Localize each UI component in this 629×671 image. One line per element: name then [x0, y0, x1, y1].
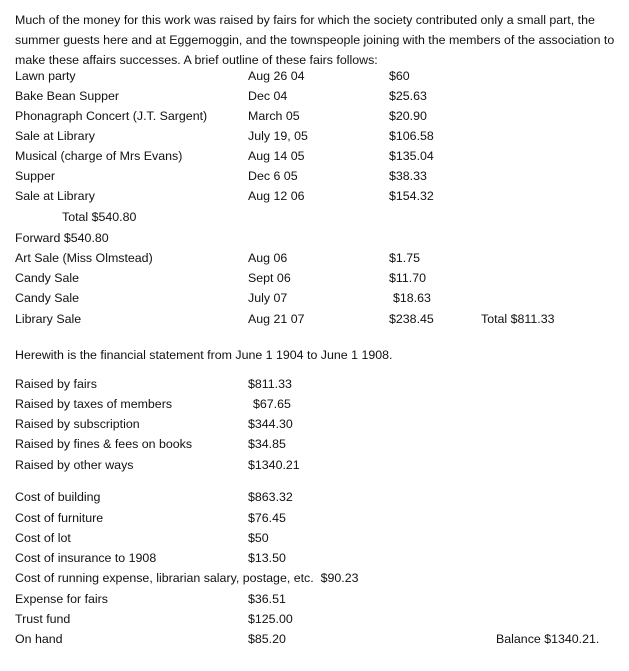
expense-label: Trust fund — [15, 612, 71, 626]
fair-amount: $238.45 — [389, 312, 434, 326]
income-amount: $344.30 — [248, 417, 293, 431]
fair-date: Aug 06 — [248, 251, 288, 265]
expense-amount: $125.00 — [248, 612, 293, 626]
income-label: Raised by subscription — [15, 417, 140, 431]
fair-amount: $135.04 — [389, 149, 434, 163]
fair-amount: $11.70 — [389, 271, 426, 285]
fair-date: Dec 6 05 — [248, 169, 298, 183]
expense-amount: $76.45 — [248, 511, 286, 525]
statement-heading: Herewith is the financial statement from June 1 1904 to June 1 1908. — [15, 348, 393, 362]
expense-amount: $85.20 — [248, 632, 286, 646]
fair-date: Aug 26 04 — [248, 69, 305, 83]
fair-name: Bake Bean Supper — [15, 89, 120, 103]
fair-date: Aug 21 07 — [248, 312, 305, 326]
fair-amount: $154.32 — [389, 189, 434, 203]
grand-total: Total $811.33 — [481, 312, 555, 326]
fair-date: Sept 06 — [248, 271, 291, 285]
fair-name: Candy Sale — [15, 291, 80, 305]
fair-name: Sale at Library — [15, 189, 95, 203]
fair-name: Musical (charge of Mrs Evans) — [15, 149, 183, 163]
fair-name: Sale at Library — [15, 129, 95, 143]
fair-amount: $25.63 — [389, 89, 427, 103]
expense-label: Cost of building — [15, 490, 101, 504]
forward-total: Forward $540.80 — [15, 231, 109, 245]
income-amount: $811.33 — [248, 377, 292, 391]
fair-name: Art Sale (Miss Olmstead) — [15, 251, 153, 265]
subtotal: Total $540.80 — [62, 210, 137, 224]
expense-label: Cost of running expense, librarian salary, postage, etc. $90.23 — [15, 571, 359, 585]
fair-name: Library Sale — [15, 312, 82, 326]
fair-amount: $38.33 — [389, 169, 427, 183]
fair-date: March 05 — [248, 109, 300, 123]
expense-amount: $36.51 — [248, 592, 286, 606]
expense-label: On hand — [15, 632, 63, 646]
fair-date: Dec 04 — [248, 89, 288, 103]
fair-amount: $18.63 — [393, 291, 431, 305]
income-label: Raised by other ways — [15, 458, 134, 472]
expense-label: Cost of insurance to 1908 — [15, 551, 157, 565]
balance: Balance $1340.21. — [496, 632, 600, 646]
fair-amount: $60 — [389, 69, 410, 83]
expense-label: Expense for fairs — [15, 592, 108, 606]
income-amount: $34.85 — [248, 437, 286, 451]
fair-date: Aug 14 05 — [248, 149, 305, 163]
fair-name: Supper — [15, 169, 55, 183]
fair-amount: $20.90 — [389, 109, 427, 123]
fair-name: Phonagraph Concert (J.T. Sargent) — [15, 109, 208, 123]
expense-amount: $13.50 — [248, 551, 286, 565]
fair-name: Candy Sale — [15, 271, 80, 285]
income-amount: $67.65 — [253, 397, 291, 411]
income-label: Raised by fairs — [15, 377, 97, 391]
expense-label: Cost of lot — [15, 531, 71, 545]
fair-amount: $1.75 — [389, 251, 421, 265]
fair-date: July 19, 05 — [248, 129, 308, 143]
expense-label: Cost of furniture — [15, 511, 104, 525]
expense-amount: $863.32 — [248, 490, 293, 504]
income-label: Raised by fines & fees on books — [15, 437, 193, 451]
fair-amount: $106.58 — [389, 129, 434, 143]
fair-date: Aug 12 06 — [248, 189, 305, 203]
intro-paragraph: Much of the money for this work was raised by fairs for which the society contributed only a small part, the summer guests here and at Eggemoggin, and the townspeople joining with the members of the association to make these affairs successes. A brief outline of these fairs follows: — [15, 13, 615, 67]
fair-date: July 07 — [248, 291, 288, 305]
income-label: Raised by taxes of members — [15, 397, 173, 411]
expense-amount: $50 — [248, 531, 269, 545]
fair-name: Lawn party — [15, 69, 76, 83]
income-amount: $1340.21 — [248, 458, 300, 472]
